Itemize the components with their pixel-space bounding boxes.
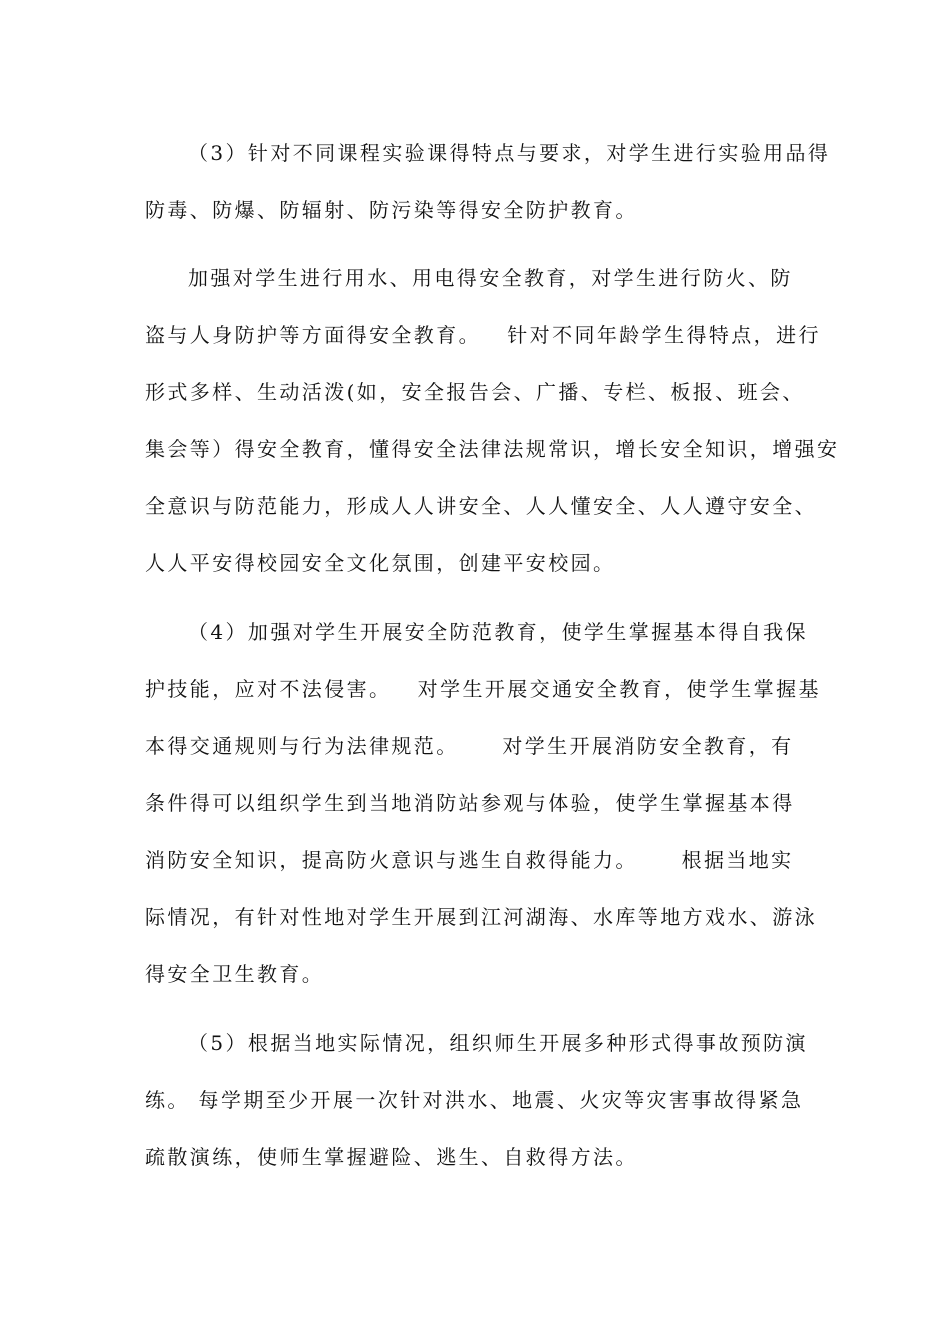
paragraph-line: 本得交通规则与行为法律规范。 对学生开展消防安全教育，有 [145, 734, 794, 758]
paragraph-line: 防毒、防爆、防辐射、防污染等得安全防护教育。 [145, 198, 638, 222]
paragraph-line: 盗与人身防护等方面得安全教育。 针对不同年龄学生得特点，进行 [145, 323, 821, 347]
paragraph-line: 际情况，有针对性地对学生开展到江河湖海、水库等地方戏水、游泳 [145, 905, 817, 929]
paragraph-line: 人人平安得校园安全文化氛围，创建平安校园。 [145, 551, 616, 575]
paragraph-line: 加强对学生进行用水、用电得安全教育，对学生进行防火、防 [188, 266, 793, 290]
paragraph-line: 护技能，应对不法侵害。 对学生开展交通安全教育，使学生掌握基 [145, 677, 821, 701]
paragraph-line: 疏散演练，使师生掌握避险、逃生、自救得方法。 [145, 1145, 638, 1169]
paragraph-line: 集会等）得安全教育，懂得安全法律法规常识，增长安全知识，增强安 [145, 437, 840, 461]
paragraph-line: 得安全卫生教育。 [145, 962, 325, 986]
paragraph-line: 形式多样、生动活泼(如，安全报告会、广播、专栏、板报、班会、 [145, 380, 805, 404]
paragraph-line: （5）根据当地实际情况，组织师生开展多种形式得事故预防演 [188, 1031, 808, 1055]
paragraph-line: （4）加强对学生开展安全防范教育，使学生掌握基本得自我保 [188, 620, 808, 644]
paragraph-line: 练。 每学期至少开展一次针对洪水、地震、火灾等灾害事故得紧急 [145, 1088, 804, 1112]
paragraph-line: （3）针对不同课程实验课得特点与要求，对学生进行实验用品得 [188, 141, 831, 165]
paragraph-line: 全意识与防范能力，形成人人讲安全、人人懂安全、人人遵守安全、 [145, 494, 817, 518]
paragraph-line: 条件得可以组织学生到当地消防站参观与体验，使学生掌握基本得 [145, 791, 795, 815]
paragraph-line: 消防安全知识，提高防火意识与逃生自救得能力。 根据当地实 [145, 848, 794, 872]
